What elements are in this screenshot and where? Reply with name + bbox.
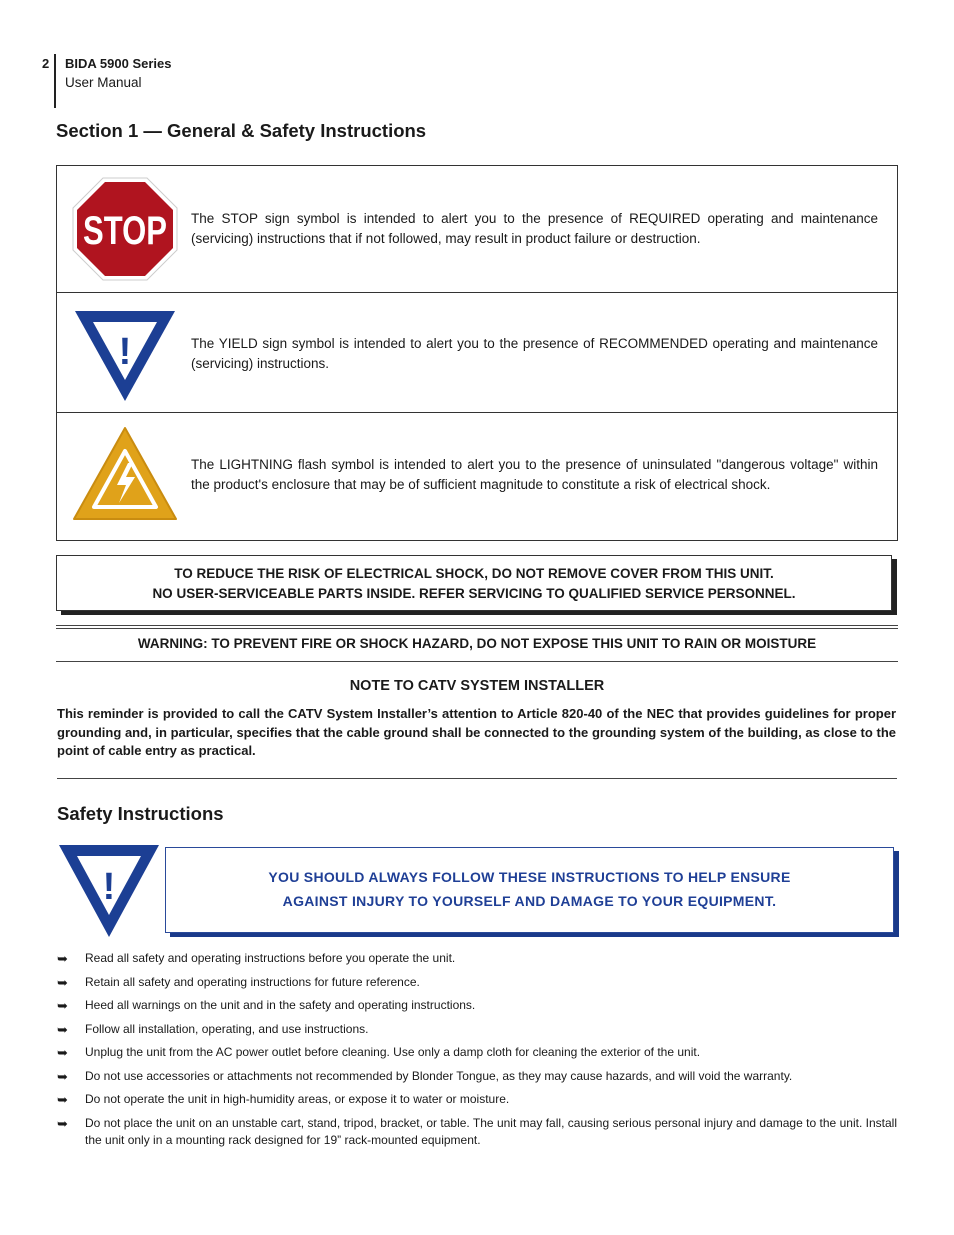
- symbol-row-yield: [57, 292, 897, 413]
- stop-description: The STOP sign symbol is intended to alert you to the presence of REQUIRED operating and maintenance (servicing) instructions that if not followed, may result in product failure or destruction.: [191, 211, 878, 246]
- arrow-bullet-icon: ➥: [57, 998, 68, 1013]
- warning-text: WARNING: TO PREVENT FIRE OR SHOCK HAZARD, DO NOT EXPOSE THIS UNIT TO RAIN OR MOISTURE: [137, 636, 817, 651]
- shock-notice-box: [56, 555, 892, 611]
- arrow-bullet-icon: ➥: [57, 1045, 68, 1060]
- list-item: ➥ Unplug the unit from the AC power outlet before cleaning. Use only a damp cloth for cleaning the exterior of the unit.: [57, 1045, 701, 1060]
- yield-sign-label: !: [118, 331, 132, 373]
- list-item: ➥ Follow all installation, operating, and use instructions.: [57, 1021, 369, 1037]
- yield-sign-icon: [71, 307, 179, 403]
- header-series: BIDA 5900 Series: [65, 56, 172, 71]
- warning-rule-top-2: [56, 628, 898, 629]
- arrow-bullet-icon: ➥: [57, 951, 68, 966]
- section-title: Section 1 — General & Safety Instructions: [56, 120, 427, 141]
- safety-title: Safety Instructions: [57, 803, 224, 824]
- arrow-bullet-icon: ➥: [57, 1092, 68, 1107]
- list-item: ➥ Do not use accessories or attachments not recommended by Blonder Tongue, as they may cause hazards, and will void the warranty.: [57, 1068, 793, 1084]
- list-item: ➥ Heed all warnings on the unit and in the safety and operating instructions.: [57, 998, 476, 1013]
- list-item: ➥ Do not operate the unit in high-humidity areas, or expose it to water or moisture.: [57, 1092, 510, 1107]
- safety-callout-line-2: AGAINST INJURY TO YOURSELF AND DAMAGE TO YOUR EQUIPMENT.: [282, 893, 777, 909]
- safety-callout-box: [165, 847, 894, 933]
- stop-sign-icon: [71, 176, 179, 282]
- page-number: 2: [42, 56, 50, 71]
- lightning-description: The LIGHTNING flash symbol is intended to alert you to the presence of uninsulated "dangerous voltage" within the product's enclosure that may be of sufficient magnitude to constitute a risk of electrical shock.: [191, 457, 878, 492]
- note-body: This reminder is provided to call the CATV System Installer’s attention to Article 820-40 of the NEC that provides guidelines for proper grounding and, in particular, specifies that the cable ground shall be connected to the grounding system of the building, as close to the point of cable entry as practical.: [57, 706, 896, 758]
- symbol-row-stop: [57, 166, 897, 292]
- note-title: NOTE TO CATV SYSTEM INSTALLER: [349, 678, 605, 694]
- yield-description: The YIELD sign symbol is intended to alert you to the presence of RECOMMENDED operating and maintenance (servicing) instructions.: [191, 336, 878, 371]
- note-rule: [57, 778, 897, 779]
- list-item: ➥ Do not place the unit on an unstable cart, stand, tripod, bracket, or table. The unit may fall, causing serious personal injury and damage to the unit. Install the unit only in a mounting rack designed for 19” rack-mounted equipment.: [57, 1115, 897, 1147]
- symbols-table: [56, 165, 898, 541]
- warning-rule-bottom: [56, 661, 898, 662]
- symbol-row-lightning: [57, 412, 897, 540]
- safety-instructions-list: [57, 950, 897, 1149]
- arrow-bullet-icon: ➥: [57, 1115, 68, 1131]
- arrow-bullet-icon: ➥: [57, 974, 68, 990]
- yield-sign-icon: [57, 843, 161, 939]
- list-item: ➥ Retain all safety and operating instructions for future reference.: [57, 974, 420, 990]
- arrow-bullet-icon: ➥: [57, 1068, 68, 1084]
- safety-yield-label: !: [102, 866, 116, 908]
- shock-notice-line-1: TO REDUCE THE RISK OF ELECTRICAL SHOCK, DO NOT REMOVE COVER FROM THIS UNIT.: [174, 566, 774, 581]
- header-doc-type: User Manual: [65, 75, 142, 90]
- arrow-bullet-icon: ➥: [57, 1021, 68, 1037]
- safety-callout-line-1: YOU SHOULD ALWAYS FOLLOW THESE INSTRUCTIONS TO HELP ENSURE: [268, 869, 791, 885]
- header-divider: [54, 54, 56, 108]
- shock-notice-line-2: NO USER-SERVICEABLE PARTS INSIDE. REFER SERVICING TO QUALIFIED SERVICE PERSONNEL.: [152, 586, 796, 601]
- lightning-sign-icon: [71, 425, 179, 523]
- warning-rule-top: [56, 625, 898, 626]
- stop-sign-label: STOP: [83, 209, 167, 253]
- list-item: ➥ Read all safety and operating instructions before you operate the unit.: [57, 951, 456, 966]
